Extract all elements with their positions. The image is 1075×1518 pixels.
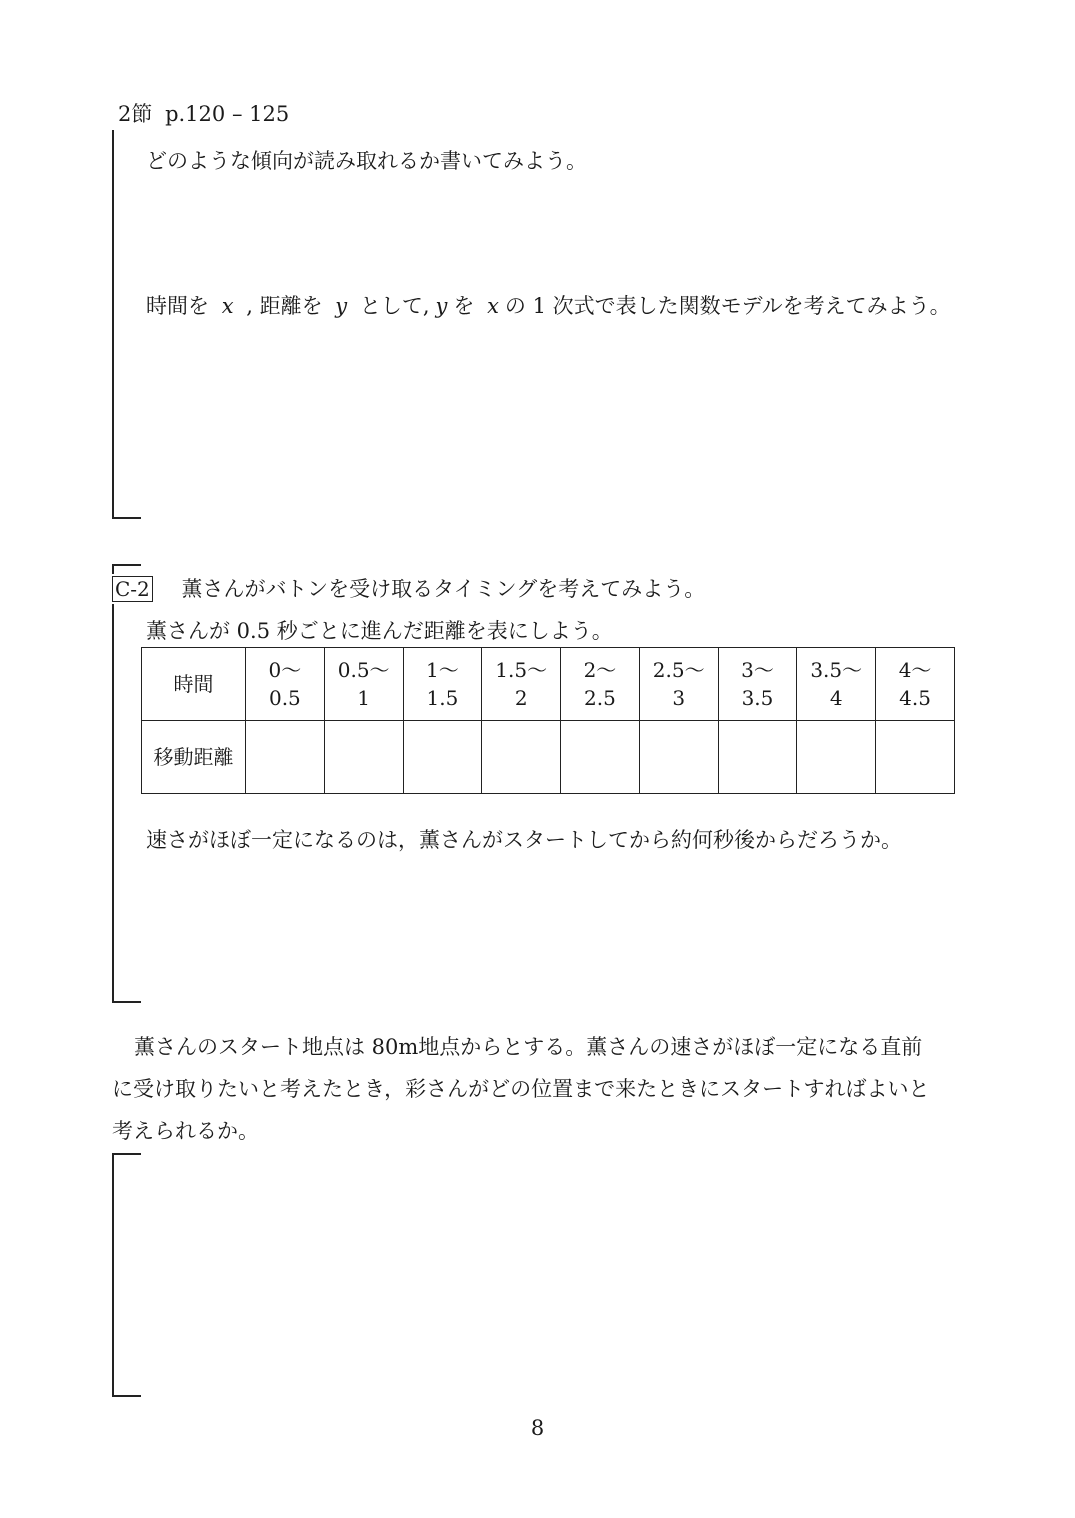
time-cell: 0〜 0.5: [246, 648, 325, 721]
page-range: p.120 – 125: [165, 102, 290, 126]
c2-question: 速さがほぼ一定になるのは，薫さんがスタートしてから約何秒後からだろうか。: [146, 828, 902, 852]
time-cell: 3.5〜 4: [797, 648, 876, 721]
c2-title: 薫さんがバトンを受け取るタイミングを考えてみよう。: [181, 577, 706, 601]
question-trend: どのような傾向が読み取れるか書いてみよう。: [146, 149, 587, 173]
time-cell: 1.5〜 2: [482, 648, 561, 721]
row-header-time: 時間: [142, 648, 246, 721]
time-cell: 2.5〜 3: [639, 648, 718, 721]
distance-input-cell[interactable]: [324, 721, 403, 794]
time-cell: 3〜 3.5: [718, 648, 797, 721]
distance-input-cell[interactable]: [561, 721, 640, 794]
var-y-2: y: [435, 294, 448, 318]
q2-part4: を: [453, 294, 475, 318]
var-x-2: x: [487, 294, 499, 318]
q2-part5: の 1 次式で表した関数モデルを考えてみよう。: [504, 294, 951, 318]
final-line-2: に受け取りたいと考えたとき，彩さんがどの位置まで来たときにスタートすればよいと: [112, 1077, 930, 1101]
distance-input-cell[interactable]: [797, 721, 876, 794]
q2-part1: 時間を: [146, 294, 209, 318]
distance-input-cell[interactable]: [482, 721, 561, 794]
distance-input-cell[interactable]: [639, 721, 718, 794]
c2-instruction: 薫さんが 0.5 秒ごとに進んだ距離を表にしよう。: [146, 619, 613, 643]
time-cell: 0.5〜 1: [324, 648, 403, 721]
time-cell: 1〜 1.5: [403, 648, 482, 721]
page-number: 8: [530, 1416, 545, 1440]
q2-part3: として,: [359, 294, 430, 318]
final-line-1: 薫さんのスタート地点は 80m地点からとする。薫さんの速さがほぼ一定になる直前: [134, 1035, 923, 1059]
var-y: y: [335, 294, 348, 318]
answer-bracket-c2: [112, 564, 141, 1003]
section-header: [118, 99, 289, 129]
c2-heading: [112, 574, 705, 604]
q2-part2: , 距離を: [246, 294, 323, 318]
answer-bracket-final: [112, 1153, 141, 1397]
section-label: 2節: [118, 102, 153, 126]
distance-input-cell[interactable]: [876, 721, 955, 794]
c2-label-box: C-2: [112, 576, 153, 602]
question-linear-model: [146, 291, 951, 321]
table-row-time: [142, 648, 955, 721]
answer-bracket-1: [112, 130, 141, 519]
table-row-distance: [142, 721, 955, 794]
final-paragraph: [112, 1026, 930, 1152]
time-cell: 4〜 4.5: [876, 648, 955, 721]
final-line-3: 考えられるか。: [112, 1119, 259, 1143]
time-cell: 2〜 2.5: [561, 648, 640, 721]
var-x: x: [221, 294, 234, 318]
distance-input-cell[interactable]: [246, 721, 325, 794]
row-header-distance: 移動距離: [142, 721, 246, 794]
distance-input-cell[interactable]: [718, 721, 797, 794]
distance-table: [141, 647, 955, 794]
distance-input-cell[interactable]: [403, 721, 482, 794]
